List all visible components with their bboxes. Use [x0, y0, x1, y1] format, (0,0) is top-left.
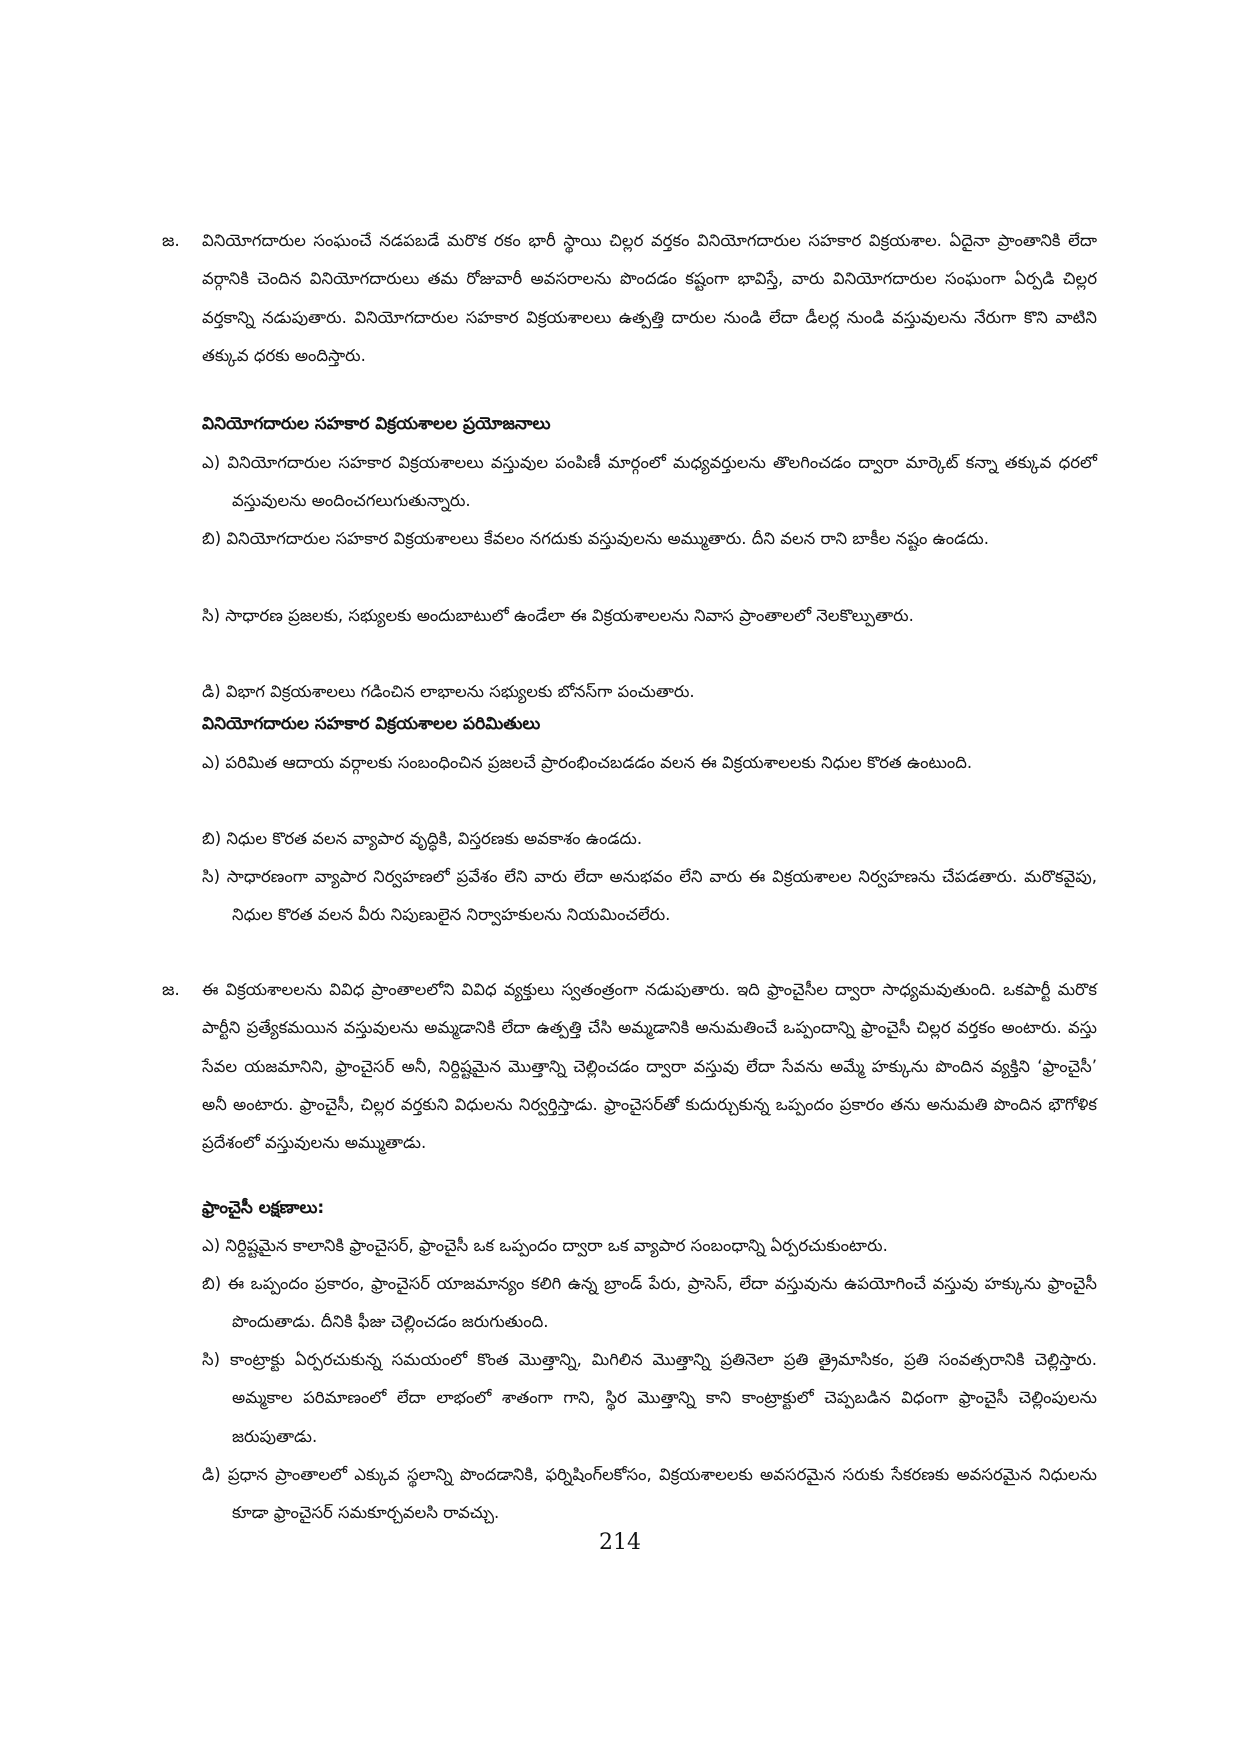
- advantage-item-d: డి) విభాగ విక్రయశాలలు గడించిన లాభాలను సభ్యులకు బోనస్‌గా పంచుతారు.: [202, 682, 695, 701]
- advantage-item-c: సి) సాధారణ ప్రజలకు, సభ్యులకు అందుబాటులో ఉండేలా ఈ విక్రయశాలలను నివాస ప్రాంతాలలో నెలకొల్పుతారు.: [202, 606, 914, 625]
- answer-4-marker: జ.: [162, 231, 180, 251]
- limitation-item-c: సి) సాధారణంగా వ్యాపార నిర్వహణలో ప్రవేశం లేని వారు లేదా అనుభవం లేని వారు ఈ విక్రయశాలల నిర్వహణను చేపడతారు. మరొకవైపు, నిధుల కొరత వలన వీరు నిపుణులైన నిర్వాహకులను నియమించలేరు.: [202, 867, 1097, 925]
- limitation-item-a: ఎ) పరిమిత ఆదాయ వర్గాలకు సంబంధించిన ప్రజలచే ప్రారంభించబడడం వలన ఈ విక్రయశాలలకు నిధుల కొరత ఉంటుంది.: [202, 753, 973, 772]
- answer-5-marker: జ.: [162, 980, 180, 1000]
- advantage-item-b: బి) వినియోగదారుల సహకార విక్రయశాలలు కేవలం నగదుకు వస్తువులను అమ్ముతారు. దీని వలన రాని బాకీల నష్టం ఉండదు.: [202, 529, 989, 548]
- advantages-heading: వినియోగదారుల సహకార విక్రయశాలల ప్రయోజనాలు: [202, 414, 551, 434]
- answer-5-paragraph: ఈ విక్రయశాలలను వివిధ ప్రాంతాలలోని వివిధ వ్యక్తులు స్వతంత్రంగా నడుపుతారు. ఇది ఫ్రాంచైసీల ద్వారా సాధ్యమవుతుంది. ఒకపార్టీ మరొక పార్టీని ప్రత్యేకమయిన వస్తువులను అమ్మడానికి లేదా ఉత్పత్తి చేసి అమ్మడానికి అనుమతించే ఒప్పందాన్ని ఫ్రాంచైసీ చిల్లర వర్తకం అంటారు. వస్తు సేవల యజమానిని, ఫ్రాంచైసర్ అనీ, నిర్దిష్టమైన మొత్తాన్ని చెల్లించడం ద్వారా వస్తువు లేదా సేవను అమ్మే హక్కును పొందిన వ్యక్తిని ‘ఫ్రాంచైసీ’ అనీ అంటారు. ఫ్రాంచైసీ, చిల్లర వర్తకుని విధులను నిర్వర్తిస్తాడు. ఫ్రాంచైసర్‌తో కుదుర్చుకున్న ఒప్పందం ప్రకారం తను అనుమతి పొందిన భౌగోళిక ప్రదేశంలో వస్తువులను అమ్ముతాడు.: [202, 980, 1097, 1153]
- limitations-heading: వినియోగదారుల సహకార విక్రయశాలల పరిమితులు: [202, 714, 541, 734]
- feature-item-d: డి) ప్రధాన ప్రాంతాలలో ఎక్కువ స్థలాన్ని పొందడానికి, ఫర్నిషింగ్‌లకోసం, విక్రయశాలలకు అవసరమైన సరుకు సేకరణకు అవసరమైన నిధులను కూడా ఫ్రాంచైసర్ సమకూర్చవలసి రావచ్చు.: [202, 1465, 1097, 1523]
- feature-item-c: సి) కాంట్రాక్టు ఏర్పరచుకున్న సమయంలో కొంత మొత్తాన్ని, మిగిలిన మొత్తాన్ని ప్రతినెలా ప్రతి త్రైమాసికం, ప్రతి సంవత్సరానికి చెల్లిస్తారు. అమ్మకాల పరిమాణంలో లేదా లాభంలో శాతంగా గాని, స్థిర మొత్తాన్ని కాని కాంట్రాక్టులో చెప్పబడిన విధంగా ఫ్రాంచైసీ చెల్లింపులను జరుపుతాడు.: [202, 1350, 1097, 1446]
- page-number: 214: [599, 1530, 641, 1555]
- features-heading: ఫ్రాంచైసీ లక్షణాలు:: [202, 1198, 325, 1218]
- limitation-item-b: బి) నిధుల కొరత వలన వ్యాపార వృద్ధికి, విస్తరణకు అవకాశం ఉండదు.: [202, 829, 643, 848]
- feature-item-a: ఎ) నిర్దిష్టమైన కాలానికి ఫ్రాంచైసర్, ఫ్రాంచైసీ ఒక ఒప్పందం ద్వారా ఒక వ్యాపార సంబంధాన్ని ఏర్పరచుకుంటారు.: [202, 1236, 888, 1255]
- advantage-item-a: ఎ) వినియోగదారుల సహకార విక్రయశాలలు వస్తువుల పంపిణీ మార్గంలో మధ్యవర్తులను తొలగించడం ద్వారా మార్కెట్ కన్నా తక్కువ ధరలో వస్తువులను అందించగలుగుతున్నారు.: [202, 453, 1097, 511]
- answer-4-paragraph: వినియోగదారుల సంఘంచే నడపబడే మరొక రకం భారీ స్థాయి చిల్లర వర్తకం వినియోగదారుల సహకార విక్రయశాల. ఏదైనా ప్రాంతానికి లేదా వర్గానికి చెందిన వినియోగదారులు తమ రోజువారీ అవసరాలను పొందడం కష్టంగా భావిస్తే, వారు వినియోగదారుల సంఘంగా ఏర్పడి చిల్లర వర్తకాన్ని నడుపుతారు. వినియోగదారుల సహకార విక్రయశాలలు ఉత్పత్తి దారుల నుండి లేదా డీలర్ల నుండి వస్తువులను నేరుగా కొని వాటిని తక్కువ ధరకు అందిస్తారు.: [202, 231, 1097, 365]
- feature-item-b: బి) ఈ ఒప్పందం ప్రకారం, ఫ్రాంచైసర్ యాజమాన్యం కలిగి ఉన్న బ్రాండ్ పేరు, ప్రాసెస్, లేదా వస్తువును ఉపయోగించే వస్తువు హక్కును ఫ్రాంచైసీ పొందుతాడు. దీనికి ఫీజు చెల్లించడం జరుగుతుంది.: [202, 1274, 1097, 1332]
